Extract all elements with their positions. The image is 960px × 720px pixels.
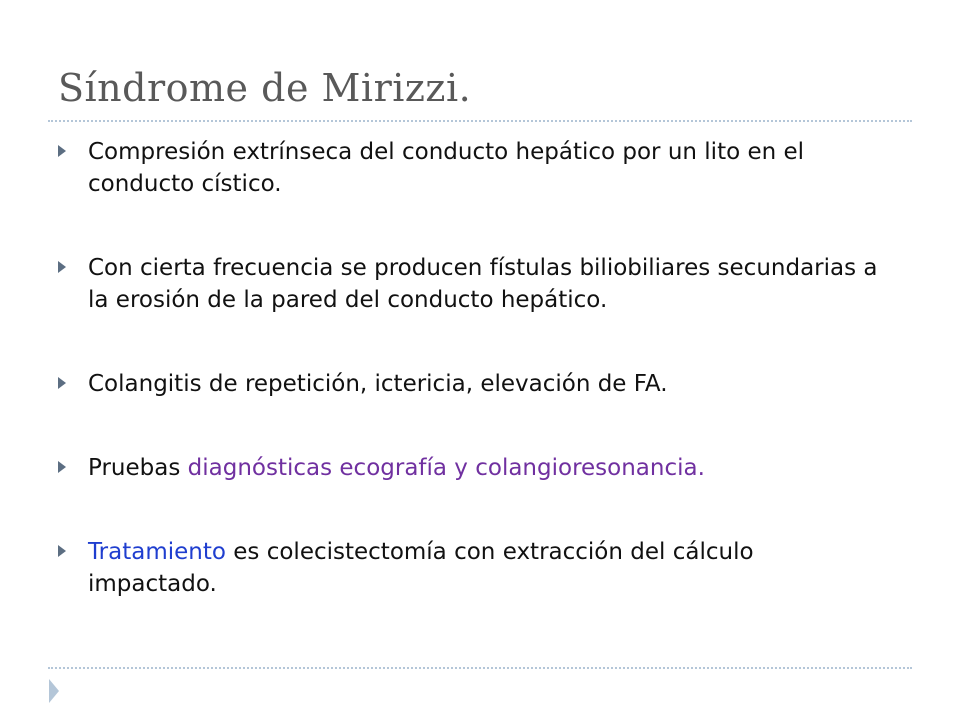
triangle-right-icon [58, 545, 66, 557]
triangle-right-icon [58, 377, 66, 389]
bullet-text-highlight: Tratamiento [88, 539, 226, 565]
bullet-item-tratamiento [58, 536, 888, 600]
title-divider [48, 120, 912, 122]
bullet-text: Compresión extrínseca del conducto hepático por un lito en el conducto cístico. [88, 139, 805, 197]
bullet-item-pruebas [58, 452, 888, 484]
bullet-item-compresion [58, 136, 888, 200]
bullet-text: Con cierta frecuencia se producen fístulas biliobiliares secundarias a la erosión de la pared del conducto hepático. [88, 255, 878, 313]
bullet-item-fistulas [58, 252, 888, 316]
triangle-right-icon [58, 461, 66, 473]
bullet-text-prefix: Pruebas [88, 455, 188, 481]
bullet-text: Colangitis de repetición, ictericia, elevación de FA. [88, 371, 668, 397]
footer-divider [48, 667, 912, 669]
slide-title: Síndrome de Mirizzi. [58, 66, 472, 110]
triangle-right-icon [58, 145, 66, 157]
bullet-list [58, 136, 888, 600]
triangle-right-icon [58, 261, 66, 273]
bullet-text-highlight: diagnósticas ecografía y colangioresonancia. [187, 455, 705, 481]
bullet-text-suffix: es colecistectomía con extracción del cálculo impactado. [88, 539, 754, 597]
bullet-item-colangitis [58, 368, 888, 400]
slide-nav-arrow-icon[interactable] [48, 678, 60, 704]
